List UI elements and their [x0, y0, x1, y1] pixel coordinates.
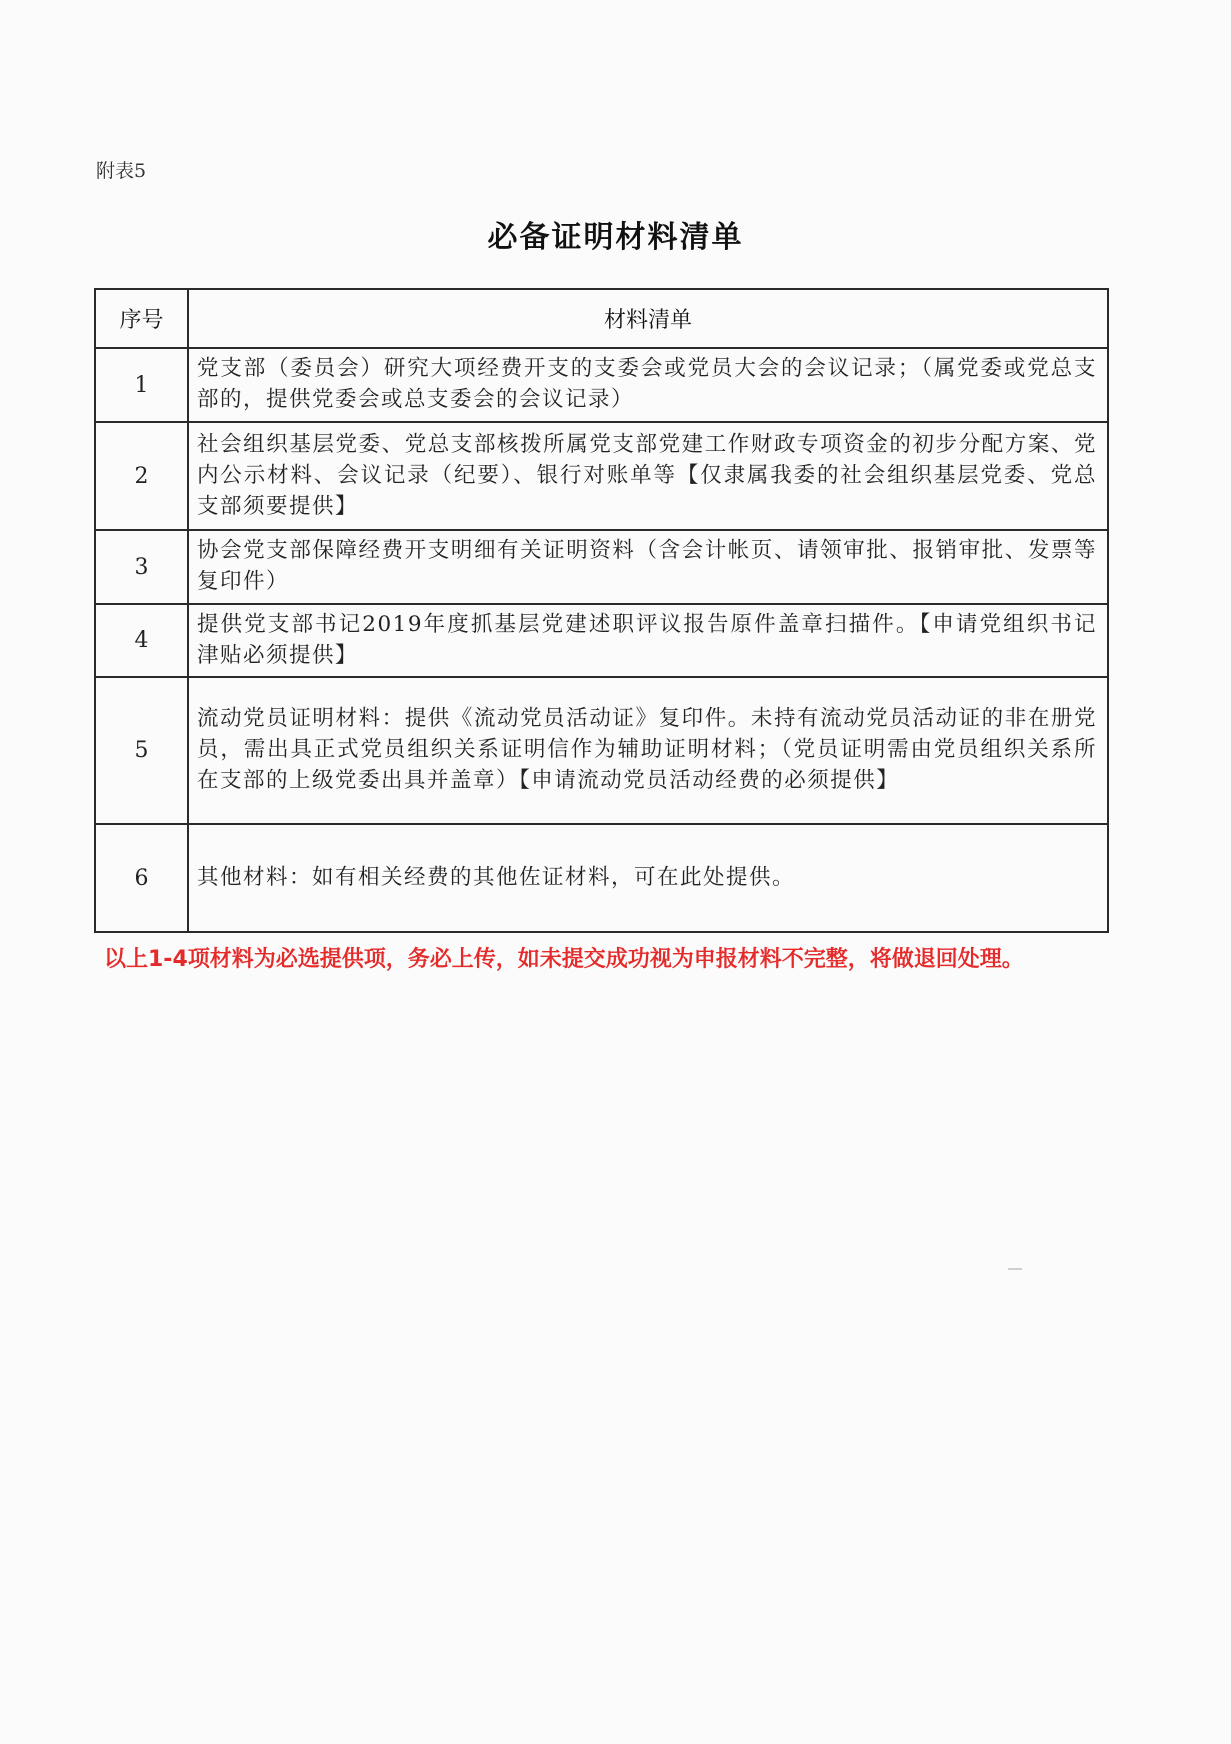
row-number: 4 — [95, 604, 188, 677]
document-title: 必备证明材料清单 — [487, 220, 744, 255]
row-number: 5 — [95, 677, 188, 824]
row-text: 提供党支部书记2019年度抓基层党建述职评议报告原件盖章扫描件。【申请党组织书记津贴必须提供】 — [188, 604, 1108, 677]
row-text: 协会党支部保障经费开支明细有关证明资料（含会计帐页、请领审批、报销审批、发票等复印件） — [188, 530, 1108, 604]
table-row — [95, 677, 1108, 824]
attachment-label: 附表5 — [96, 160, 147, 182]
row-text: 其他材料：如有相关经费的其他佐证材料，可在此处提供。 — [188, 824, 1108, 932]
row-text: 流动党员证明材料：提供《流动党员活动证》复印件。未持有流动党员活动证的非在册党员，需出具正式党员组织关系证明信作为辅助证明材料；（党员证明需由党员组织关系所在支部的上级党委出具并盖章）【申请流动党员活动经费的必须提供】 — [188, 677, 1108, 824]
row-number: 3 — [95, 530, 188, 604]
row-number: 2 — [95, 422, 188, 530]
materials-table — [94, 288, 1109, 933]
row-number: 1 — [95, 348, 188, 422]
column-header-materials: 材料清单 — [188, 289, 1108, 348]
table-row — [95, 824, 1108, 932]
table-row — [95, 422, 1108, 530]
table-row — [95, 604, 1108, 677]
table-row — [95, 530, 1108, 604]
column-header-number: 序号 — [95, 289, 188, 348]
row-number: 6 — [95, 824, 188, 932]
table-row — [95, 348, 1108, 422]
row-text: 社会组织基层党委、党总支部核拨所属党支部党建工作财政专项资金的初步分配方案、党内公示材料、会议记录（纪要）、银行对账单等【仅隶属我委的社会组织基层党委、党总支部须要提供】 — [188, 422, 1108, 530]
scan-speck — [1008, 1268, 1022, 1270]
table-header-row — [95, 289, 1108, 348]
required-items-note: 以上1-4项材料为必选提供项，务必上传，如未提交成功视为申报材料不完整，将做退回处理。 — [104, 947, 1024, 972]
row-text: 党支部（委员会）研究大项经费开支的支委会或党员大会的会议记录；（属党委或党总支部的，提供党委会或总支委会的会议记录） — [188, 348, 1108, 422]
